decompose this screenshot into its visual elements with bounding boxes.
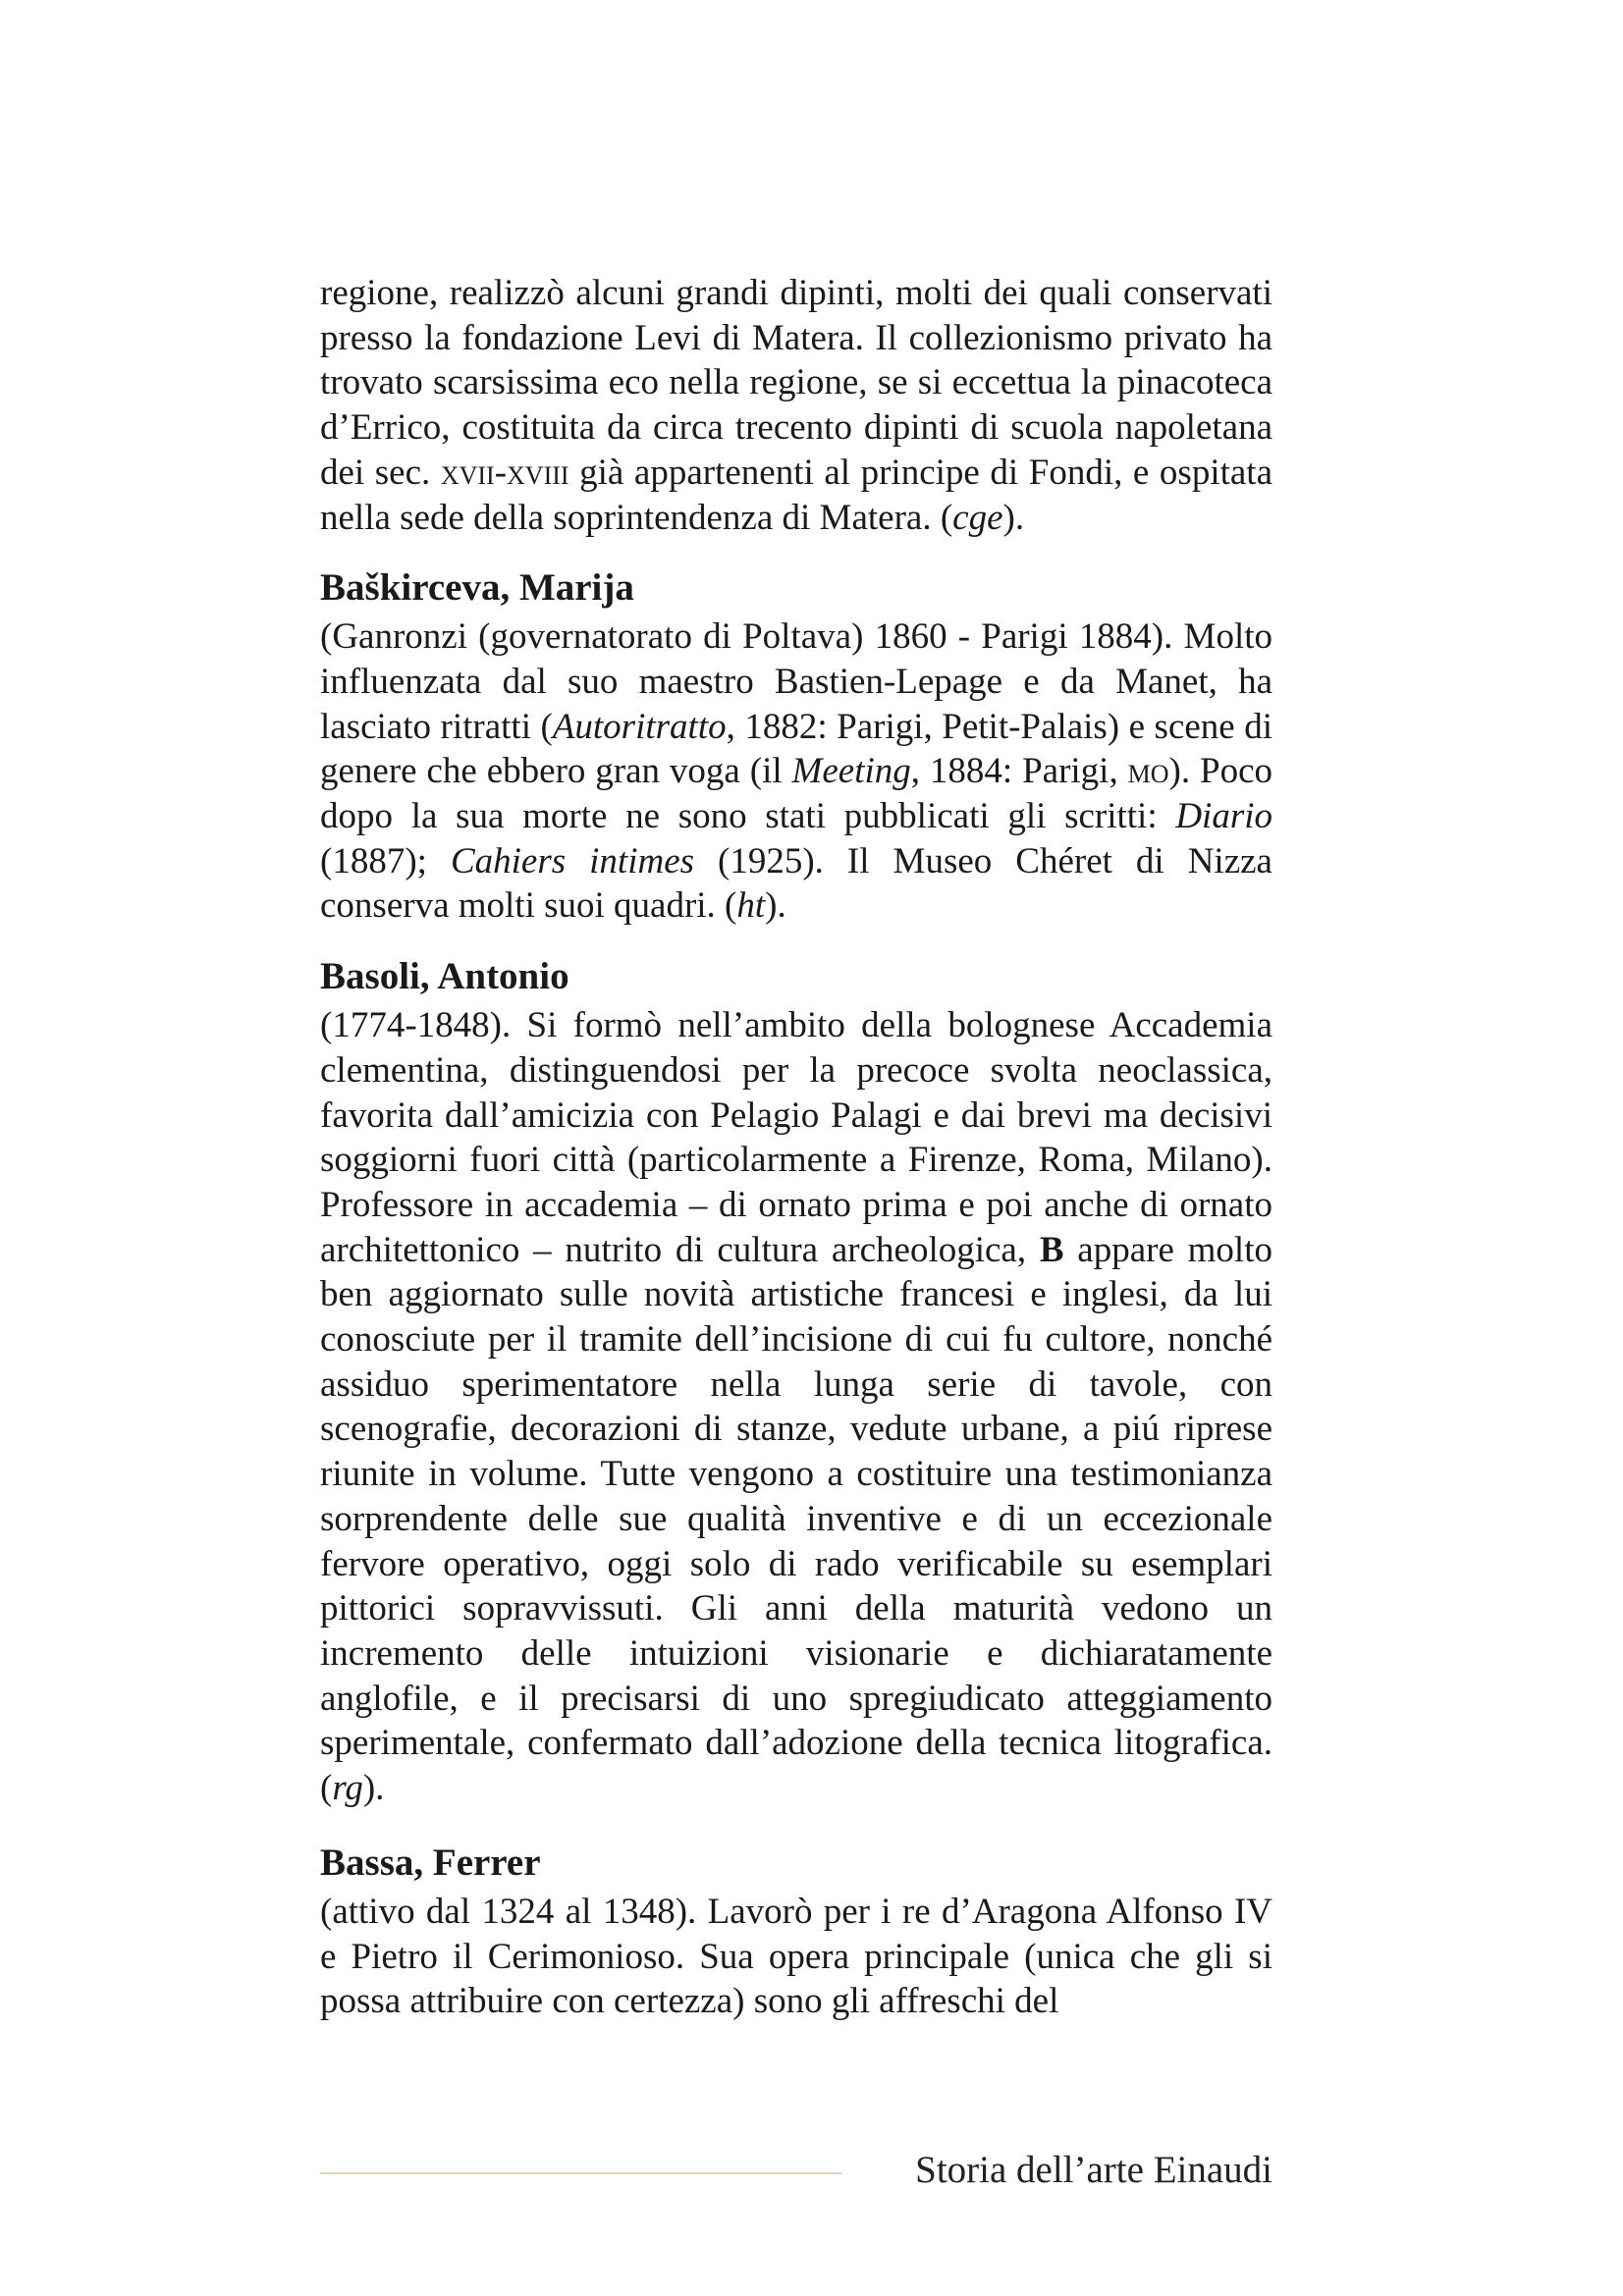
entry-heading: Baškirceva, Marija (320, 566, 634, 610)
text-run: appare molto ben aggiornato sulle novità artistiche francesi e inglesi, da lui conosciute per il tramite dell’incisione di cui fu cultore, nonché assiduo sperimentatore nella lunga serie di tavole, con scenografie, decorazioni di stanze, vedute urbane, a piú riprese riunite in volume. Tutte vengono a costituire una testimonianza sorprendente delle sue qualità inventive e di un eccezionale fervore operativo, oggi solo di rado verificabile su esemplari pittorici sopravvissuti. Gli anni della maturità vedono un incremento delle intuizioni visionarie e dichiaratamente anglofile, e il precisarsi di uno spregiudicato atteggiamento sperimentale, confermato dall’adozione della tecnica litografica. ( (320, 1229, 1272, 1809)
smallcaps-text: mo (1127, 751, 1169, 792)
entry-baskirceva (320, 563, 1272, 929)
bold-text: B (1039, 1229, 1064, 1270)
italic-text: cge (952, 497, 1003, 538)
text-run: ). (765, 885, 786, 927)
entry-body (320, 1003, 1272, 1811)
footer-publisher: Storia dell’arte Einaudi (915, 2149, 1272, 2191)
entry-basoli (320, 952, 1272, 1811)
entry-heading: Basoli, Antonio (320, 955, 569, 998)
text-run: regione, realizzò alcuni grandi dipinti, molti dei quali conservati presso la fondazione Levi di Matera. Il collezionismo privato ha trovato scarsissima eco nella regione, se si eccettua la pinacoteca d’Errico, costituita da circa trecento dipinti di scuola napoletana dei sec. (320, 273, 1272, 493)
italic-text: Cahiers intimes (450, 840, 695, 881)
text-run: (1774-1848). Si formò nell’ambito della bolognese Accademia clementina, distinguendosi per la precoce svolta neoclassica, favorita dall’amicizia con Pelagio Palagi e dai brevi ma decisivi soggiorni fuori città (particolarmente a Firenze, Roma, Milano). Professore in accademia – di ornato prima e poi anche di ornato architettonico – nutrito di cultura archeologica, (320, 1005, 1272, 1270)
text-run: , 1884: Parigi, (910, 751, 1128, 792)
footer-divider (320, 2172, 842, 2174)
text-run: , 1882: Parigi, Petit-Palais) e scene di genere che ebbero gran voga (il (320, 706, 1272, 792)
intro-paragraph (320, 271, 1272, 540)
entry-heading: Bassa, Ferrer (320, 1841, 541, 1884)
text-run: (attivo dal 1324 al 1348). Lavorò per i re d’Aragona Alfonso IV e Pietro il Cerimonioso. Sua opera principale (unica che gli si possa attribuire con certezza) sono gli affreschi del (320, 1891, 1272, 2022)
entry-body (320, 1890, 1272, 2024)
italic-text: Diario (1175, 796, 1272, 837)
italic-text: Meeting (791, 751, 911, 792)
page-body (320, 271, 1272, 2024)
text-run: già appartenenti al principe di Fondi, e ospitata nella sede della soprintendenza di Matera. ( (320, 452, 1272, 538)
entry-body (320, 614, 1272, 929)
smallcaps-text: xvii-xviii (440, 452, 569, 493)
text-run: ). (1002, 497, 1025, 538)
text-run: ). (362, 1768, 385, 1809)
italic-text: rg (332, 1768, 363, 1809)
text-run: ). Poco dopo la sua morte ne sono stati pubblicati gli scritti: (320, 751, 1272, 837)
italic-text: Autoritratto (552, 706, 727, 747)
entry-bassa (320, 1839, 1272, 2024)
text-run: (Ganronzi (governatorato di Poltava) 1860 - Parigi 1884). Molto influenzata dal suo maestro Bastien-Lepage e da Manet, ha lasciato ritratti ( (320, 616, 1272, 747)
text-run: (1887); (320, 840, 451, 881)
text-run: (1925). Il Museo Chéret di Nizza conserva molti suoi quadri. ( (320, 840, 1272, 927)
italic-text: ht (736, 885, 766, 927)
